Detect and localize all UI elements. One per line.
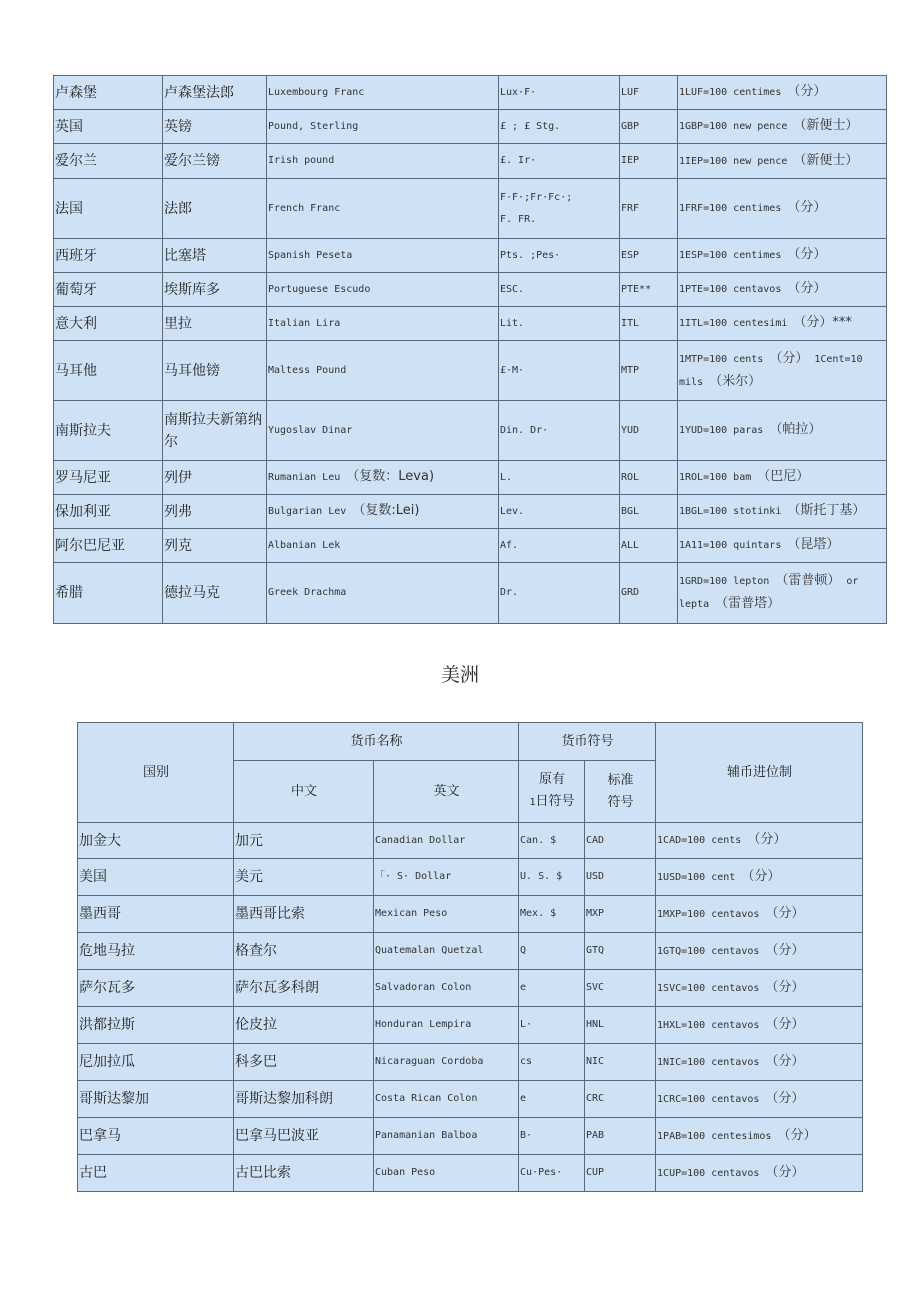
symbol-cell: Can. $ (519, 823, 585, 859)
name-cn-cell: 英镑 (163, 110, 267, 144)
subunit-cell (678, 110, 887, 144)
header-subunit: 辅币进位制 (656, 723, 863, 823)
name-cn-cell: 马耳他镑 (163, 341, 267, 401)
subunit-text: 1GTQ=100 centavos (657, 945, 760, 957)
table-row (54, 76, 887, 110)
symbol-cell: B· (519, 1118, 585, 1155)
subunit-cell (678, 76, 887, 110)
symbol-cell: e (519, 970, 585, 1007)
code-cell: IEP (620, 144, 678, 179)
subunit-cell (678, 341, 887, 401)
subunit-text: 1CAD=100 cents (657, 835, 742, 846)
code-cell: PAB (585, 1118, 656, 1155)
subunit-cell (678, 461, 887, 495)
subunit-cell (656, 1118, 863, 1155)
subunit-cn: （分） (769, 350, 809, 366)
name-en-cell: Canadian Dollar (374, 823, 519, 859)
country-cell: 保加利亚 (54, 495, 163, 529)
subunit-cn: （分） (787, 84, 827, 99)
symbol-cell: Af. (499, 529, 620, 563)
country-cell: 萨尔瓦多 (78, 970, 234, 1007)
code-cell: USD (585, 859, 656, 896)
symbol-cell: Dr. (499, 563, 620, 624)
name-en-cell: Costa Rican Colon (374, 1081, 519, 1118)
name-cn-cell: 德拉马克 (163, 563, 267, 624)
code-cell: FRF (620, 179, 678, 239)
subunit-text: 1GBP=100 new pence (679, 121, 788, 132)
header-std-code-bottom: 符号 (607, 794, 634, 810)
subunit-cn: （分） (787, 200, 827, 215)
symbol-cell: £·M· (499, 341, 620, 401)
code-cell: GBP (620, 110, 678, 144)
table-row (54, 341, 887, 401)
symbol-cell: Pts. ;Pes· (499, 239, 620, 273)
country-cell: 哥斯达黎加 (78, 1081, 234, 1118)
subunit-cn-2: （雷普塔） (715, 596, 781, 611)
table-row (78, 823, 863, 859)
name-en-note: （复数:Lei) (352, 503, 420, 518)
subunit-cn: （分） (765, 905, 805, 921)
subunit-cn: （雷普顿） (775, 573, 841, 588)
subunit-text: 1FRF=100 centimes (679, 203, 782, 214)
subunit-text: 1LUF=100 centimes (679, 87, 782, 98)
symbol-cell: F·F·;Fr·Fc·; F. FR. (499, 179, 620, 239)
name-en-cell: Honduran Lempira (374, 1007, 519, 1044)
name-cn-cell: 南斯拉夫新第纳尔 (163, 401, 267, 461)
header-orig-symbol (519, 761, 585, 823)
name-en-note: （复数：Leva) (346, 469, 435, 484)
subunit-cn: （分） (747, 832, 787, 847)
table-row (78, 896, 863, 933)
subunit-cn: （分）*** (793, 315, 852, 330)
name-cn-cell: 列伊 (163, 461, 267, 495)
table-row (78, 1007, 863, 1044)
code-cell: ITL (620, 307, 678, 341)
table-row (78, 1155, 863, 1192)
header-currency-name: 货币名称 (234, 723, 519, 761)
code-cell: CAD (585, 823, 656, 859)
name-cn-cell: 比塞塔 (163, 239, 267, 273)
subunit-cell (678, 273, 887, 307)
code-cell: YUD (620, 401, 678, 461)
subunit-text: 1ESP=100 centimes (679, 250, 782, 261)
code-cell: GTQ (585, 933, 656, 970)
name-en-cell: Salvadoran Colon (374, 970, 519, 1007)
name-en-cell: French Franc (267, 179, 499, 239)
country-cell: 尼加拉瓜 (78, 1044, 234, 1081)
code-cell: ALL (620, 529, 678, 563)
name-en-text: Rumanian Leu (268, 472, 341, 483)
subunit-cell (678, 401, 887, 461)
table-row (54, 110, 887, 144)
code-cell: CRC (585, 1081, 656, 1118)
subunit-text: 1MXP=100 centavos (657, 908, 760, 920)
table-row (54, 239, 887, 273)
code-cell: PTE** (620, 273, 678, 307)
subunit-text: 1ROL=100 bam (679, 472, 752, 483)
name-en-cell: Yugoslav Dinar (267, 401, 499, 461)
subunit-text: 1CRC=100 centavos (657, 1093, 760, 1105)
name-cn-cell: 卢森堡法郎 (163, 76, 267, 110)
header-orig-symbol-prefix: 1 (529, 797, 536, 808)
subunit-text-2: or lepta (679, 576, 859, 610)
subunit-text: 1GRD=100 lepton (679, 576, 770, 587)
header-country: 国别 (78, 723, 234, 823)
country-cell: 西班牙 (54, 239, 163, 273)
header-name-cn: 中文 (234, 761, 374, 823)
subunit-text: 1PTE=100 centavos (679, 284, 782, 295)
name-cn-cell: 伦皮拉 (234, 1007, 374, 1044)
code-cell: NIC (585, 1044, 656, 1081)
name-cn-cell: 法郎 (163, 179, 267, 239)
header-orig-symbol-bottom: 日符号 (535, 794, 575, 809)
subunit-cell (678, 179, 887, 239)
table-row (78, 970, 863, 1007)
name-en-cell: Albanian Lek (267, 529, 499, 563)
subunit-text: 1NIC=100 centavos (657, 1056, 760, 1068)
symbol-cell: Q (519, 933, 585, 970)
symbol-cell: U. S. $ (519, 859, 585, 896)
subunit-cn: （分） (741, 868, 781, 884)
code-cell: HNL (585, 1007, 656, 1044)
table-row (54, 529, 887, 563)
subunit-cell (656, 970, 863, 1007)
subunit-cell (656, 859, 863, 896)
code-cell: ESP (620, 239, 678, 273)
subunit-text: 1YUD=100 paras (679, 425, 764, 436)
name-cn-cell: 爱尔兰镑 (163, 144, 267, 179)
name-cn-cell: 埃斯库多 (163, 273, 267, 307)
symbol-cell: Mex. $ (519, 896, 585, 933)
subunit-cn: （分） (765, 942, 805, 958)
country-cell: 墨西哥 (78, 896, 234, 933)
name-cn-cell: 加元 (234, 823, 374, 859)
subunit-cell (678, 239, 887, 273)
country-cell: 意大利 (54, 307, 163, 341)
table-row (78, 933, 863, 970)
subunit-cn: （巴尼） (757, 469, 810, 484)
subunit-text: 1BGL=100 stotinki (679, 506, 782, 517)
name-en-cell: Panamanian Balboa (374, 1118, 519, 1155)
name-en-cell: Greek Drachma (267, 563, 499, 624)
name-en-cell: Cuban Peso (374, 1155, 519, 1192)
subunit-text: 1CUP=100 centavos (657, 1167, 760, 1179)
table-row (54, 273, 887, 307)
country-cell: 罗马尼亚 (54, 461, 163, 495)
table-row (54, 144, 887, 179)
table-row (78, 1081, 863, 1118)
americas-currency-table (77, 722, 863, 1192)
name-en-cell: Mexican Peso (374, 896, 519, 933)
subunit-cell (678, 563, 887, 624)
subunit-cn: （斯托丁基） (787, 503, 866, 518)
subunit-text-2: 1Cent=10 mils (679, 353, 863, 388)
subunit-text: 1ITL=100 centesimi (679, 318, 788, 329)
name-cn-cell: 美元 (234, 859, 374, 896)
subunit-cn-2: （米尔） (709, 373, 762, 389)
subunit-cell (678, 144, 887, 179)
name-en-cell: Nicaraguan Cordoba (374, 1044, 519, 1081)
symbol-cell: £ ; £ Stg. (499, 110, 620, 144)
table-row (54, 461, 887, 495)
symbol-cell: e (519, 1081, 585, 1118)
name-en-cell: Luxembourg Franc (267, 76, 499, 110)
country-cell: 马耳他 (54, 341, 163, 401)
subunit-cell (656, 823, 863, 859)
table-row (78, 1118, 863, 1155)
subunit-cn: （分） (765, 1164, 805, 1180)
subunit-cell (678, 495, 887, 529)
symbol-cell: cs (519, 1044, 585, 1081)
country-cell: 危地马拉 (78, 933, 234, 970)
symbol-cell: Lit. (499, 307, 620, 341)
subunit-cn: （分） (765, 1090, 805, 1106)
subunit-cn: （分） (787, 247, 827, 262)
country-cell: 美国 (78, 859, 234, 896)
subunit-text: 1SVC=100 centavos (657, 982, 760, 994)
symbol-cell: Cu·Pes· (519, 1155, 585, 1192)
table-row (54, 401, 887, 461)
code-cell: MTP (620, 341, 678, 401)
country-cell: 古巴 (78, 1155, 234, 1192)
subunit-cn: （分） (787, 281, 827, 296)
country-cell: 巴拿马 (78, 1118, 234, 1155)
name-cn-cell: 列克 (163, 529, 267, 563)
subunit-cn: （分） (765, 1016, 805, 1032)
subunit-cn: （新便士） (793, 152, 859, 168)
table-row (78, 1044, 863, 1081)
table-row (54, 495, 887, 529)
subunit-text: 1IEP=100 new pence (679, 155, 788, 167)
name-en-cell: Pound, Sterling (267, 110, 499, 144)
subunit-cell (656, 1155, 863, 1192)
symbol-cell: Lev. (499, 495, 620, 529)
country-cell: 法国 (54, 179, 163, 239)
name-cn-cell: 巴拿马巴波亚 (234, 1118, 374, 1155)
name-en-cell (267, 495, 499, 529)
code-cell: CUP (585, 1155, 656, 1192)
symbol-cell: L. (499, 461, 620, 495)
subunit-cn: （分） (765, 1053, 805, 1069)
subunit-cell (678, 529, 887, 563)
code-cell: BGL (620, 495, 678, 529)
name-cn-cell: 科多巴 (234, 1044, 374, 1081)
subunit-cn: （分） (765, 979, 805, 995)
header-std-code (585, 761, 656, 823)
name-en-cell: Portuguese Escudo (267, 273, 499, 307)
section-title-americas: 美洲 (440, 664, 479, 686)
subunit-cell (656, 933, 863, 970)
subunit-cn: （帕拉） (769, 422, 822, 437)
code-cell: MXP (585, 896, 656, 933)
country-cell: 阿尔巴尼亚 (54, 529, 163, 563)
symbol-cell: Lux·F· (499, 76, 620, 110)
name-en-cell: Italian Lira (267, 307, 499, 341)
code-cell: LUF (620, 76, 678, 110)
header-orig-symbol-top: 原有 (539, 772, 566, 787)
country-cell: 葡萄牙 (54, 273, 163, 307)
name-en-cell: Irish pound (267, 144, 499, 179)
subunit-cell (678, 307, 887, 341)
table-row (54, 563, 887, 624)
country-cell: 爱尔兰 (54, 144, 163, 179)
subunit-cn: （分） (777, 1127, 817, 1143)
name-en-cell: Maltess Pound (267, 341, 499, 401)
table-row (54, 179, 887, 239)
subunit-cell (656, 896, 863, 933)
subunit-cn: （新便士） (793, 118, 859, 133)
subunit-text: 1HXL=100 centavos (657, 1019, 760, 1031)
code-cell: ROL (620, 461, 678, 495)
country-cell: 洪都拉斯 (78, 1007, 234, 1044)
country-cell: 英国 (54, 110, 163, 144)
header-currency-symbol: 货币符号 (519, 723, 656, 761)
subunit-cell (656, 1007, 863, 1044)
name-cn-cell: 里拉 (163, 307, 267, 341)
symbol-cell: L· (519, 1007, 585, 1044)
country-cell: 希腊 (54, 563, 163, 624)
subunit-text: 1USD=100 cent (657, 871, 736, 883)
subunit-cn: （昆塔） (787, 537, 840, 552)
symbol-cell: Din. Dr· (499, 401, 620, 461)
name-cn-cell: 列弗 (163, 495, 267, 529)
code-cell: SVC (585, 970, 656, 1007)
name-cn-cell: 古巴比索 (234, 1155, 374, 1192)
table-row (54, 307, 887, 341)
name-en-cell: Spanish Peseta (267, 239, 499, 273)
country-cell: 加金大 (78, 823, 234, 859)
name-cn-cell: 格查尔 (234, 933, 374, 970)
table-row (78, 859, 863, 896)
country-cell: 南斯拉夫 (54, 401, 163, 461)
europe-currency-table (53, 75, 887, 624)
name-en-text: Bulgarian Lev (268, 506, 347, 517)
subunit-text: 1MTP=100 cents (679, 353, 764, 365)
name-en-cell (267, 461, 499, 495)
name-cn-cell: 墨西哥比索 (234, 896, 374, 933)
name-cn-cell: 萨尔瓦多科朗 (234, 970, 374, 1007)
header-std-code-top: 标准 (607, 772, 634, 788)
symbol-cell: ESC. (499, 273, 620, 307)
symbol-cell: £. Ir· (499, 144, 620, 179)
country-cell: 卢森堡 (54, 76, 163, 110)
name-en-cell: 「· S· Dollar (374, 859, 519, 896)
header-name-en: 英文 (374, 761, 519, 823)
name-en-cell: Quatemalan Quetzal (374, 933, 519, 970)
subunit-text: 1A11=100 quintars (679, 540, 782, 551)
code-cell: GRD (620, 563, 678, 624)
subunit-text: 1PAB=100 centesimos (657, 1130, 772, 1142)
header-row (78, 723, 863, 761)
name-cn-cell: 哥斯达黎加科朗 (234, 1081, 374, 1118)
subunit-cell (656, 1044, 863, 1081)
subunit-cell (656, 1081, 863, 1118)
